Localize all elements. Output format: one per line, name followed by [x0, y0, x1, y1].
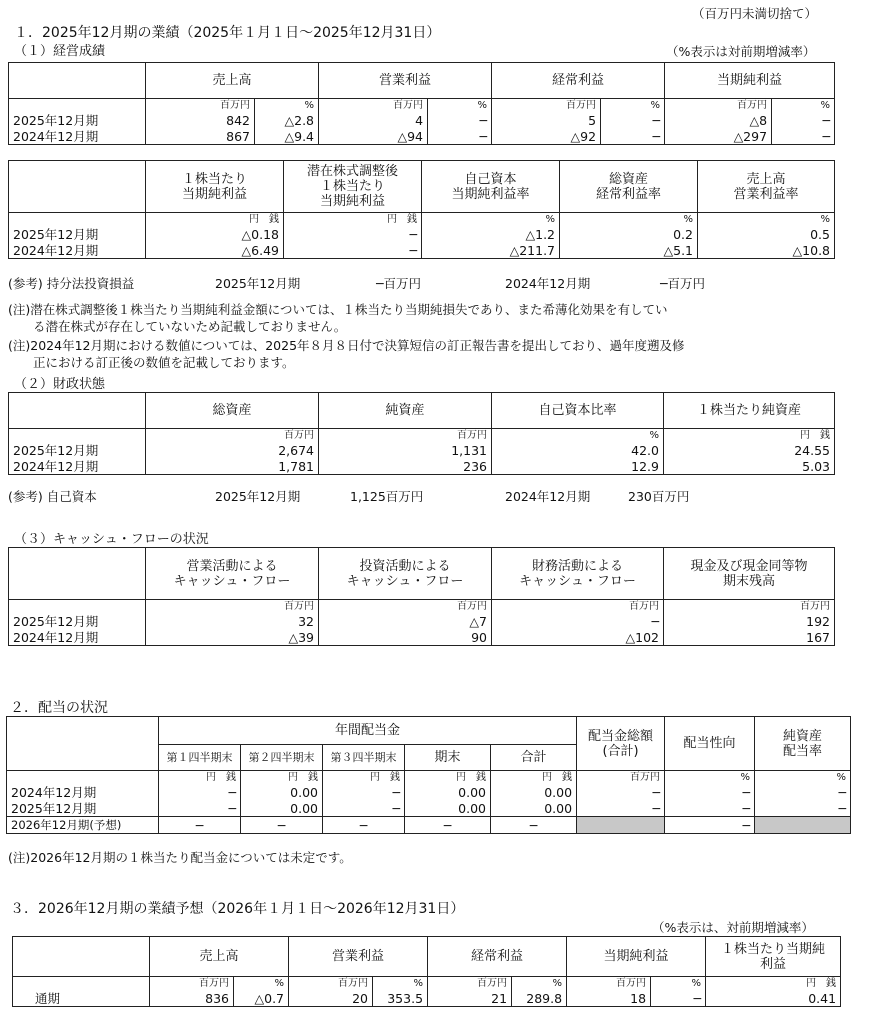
corner-cell [9, 548, 146, 600]
value-cell: ─ [284, 242, 422, 259]
unit-spacer [13, 977, 150, 991]
value-cell: 0.00 [241, 784, 323, 800]
value-cell: ─ [665, 784, 755, 800]
value-cell: 2,674 [146, 442, 319, 458]
shaded-cell [755, 817, 851, 834]
reference-period-2: 2024年12月期 [505, 276, 591, 291]
unit-spacer [9, 99, 146, 113]
financial-position-table [8, 392, 835, 475]
value-cell: ─ [284, 226, 422, 242]
value-cell: 0.41 [706, 990, 841, 1007]
value-cell: 0.00 [241, 800, 323, 817]
header-investing-cf: 投資活動による キャッシュ・フロー [319, 548, 492, 600]
unit-cell: 円 銭 [323, 771, 405, 785]
unit-cell: 百万円 [319, 99, 428, 113]
subsection-2-title: （２）財政状態 [14, 377, 106, 392]
header-ordinary-profit: 経常利益 [428, 937, 567, 977]
header-total: 合計 [491, 745, 577, 771]
reference-equity-method-label: (参考) 持分法投資損益 [8, 276, 135, 291]
table-row [9, 458, 835, 475]
unit-cell: 百万円 [577, 771, 665, 785]
unit-spacer [9, 213, 146, 227]
value-cell: ─ [601, 112, 665, 128]
value-cell: △211.7 [422, 242, 560, 259]
value-cell: ─ [755, 784, 851, 800]
value-cell: ─ [601, 128, 665, 145]
unit-cell: 円 銭 [159, 771, 241, 785]
unit-cell: % [772, 99, 835, 113]
table-row [7, 817, 851, 834]
value-cell: 32 [146, 613, 319, 629]
unit-spacer [7, 771, 159, 785]
value-cell: △10.8 [698, 242, 835, 259]
unit-cell: 百万円 [428, 977, 512, 991]
value-cell: △297 [665, 128, 772, 145]
header-net-profit: 当期純利益 [665, 63, 835, 99]
header-operating-cf: 営業活動による キャッシュ・フロー [146, 548, 319, 600]
value-cell: ─ [772, 112, 835, 128]
unit-cell: 百万円 [567, 977, 651, 991]
header-sales: 売上高 [150, 937, 289, 977]
value-cell: 90 [319, 629, 492, 646]
unit-cell: % [601, 99, 665, 113]
unit-cell: % [492, 429, 664, 443]
value-cell: 867 [146, 128, 255, 145]
value-cell: 842 [146, 112, 255, 128]
value-cell: 5.03 [664, 458, 835, 475]
value-cell: 20 [289, 990, 373, 1007]
corner-cell [9, 393, 146, 429]
table-row [7, 784, 851, 800]
value-cell: 4 [319, 112, 428, 128]
header-payout-ratio: 配当性向 [665, 717, 755, 771]
value-cell: ─ [577, 800, 665, 817]
unit-cell: % [255, 99, 319, 113]
unit-cell: 百万円 [146, 429, 319, 443]
value-cell: 353.5 [373, 990, 428, 1007]
corner-cell [7, 717, 159, 771]
header-annual-dividend: 年間配当金 [159, 717, 577, 745]
reference-value-2: ─百万円 [660, 276, 706, 291]
header-eps: １株当たり 当期純利益 [146, 161, 284, 213]
header-equity-ratio: 自己資本比率 [492, 393, 664, 429]
value-cell: ─ [159, 800, 241, 817]
unit-cell: 円 銭 [405, 771, 491, 785]
per-share-table [8, 160, 835, 259]
table-row [13, 990, 841, 1007]
unit-cell: % [234, 977, 289, 991]
unit-cell: 円 銭 [664, 429, 835, 443]
unit-cell: 円 銭 [284, 213, 422, 227]
dividend-table [6, 716, 851, 834]
value-cell: △94 [319, 128, 428, 145]
value-cell: ─ [323, 784, 405, 800]
value-cell: 0.00 [491, 800, 577, 817]
header-bps: １株当たり純資産 [664, 393, 835, 429]
unit-cell: % [422, 213, 560, 227]
value-cell: ─ [665, 800, 755, 817]
header-financing-cf: 財務活動による キャッシュ・フロー [492, 548, 664, 600]
header-q3: 第３四半期末 [323, 745, 405, 771]
unit-spacer [9, 429, 146, 443]
value-cell: △6.49 [146, 242, 284, 259]
unit-cell: 百万円 [150, 977, 234, 991]
value-cell: △102 [492, 629, 664, 646]
value-cell: 192 [664, 613, 835, 629]
shaded-cell [577, 817, 665, 834]
value-cell: 167 [664, 629, 835, 646]
corner-cell [9, 161, 146, 213]
unit-cell: % [512, 977, 567, 991]
unit-cell: 百万円 [146, 99, 255, 113]
value-cell: ─ [577, 784, 665, 800]
pct-note: （%表示は対前期増減率） [666, 44, 816, 59]
value-cell: ─ [665, 817, 755, 834]
header-year-end: 期末 [405, 745, 491, 771]
value-cell: △1.2 [422, 226, 560, 242]
value-cell: 12.9 [492, 458, 664, 475]
value-cell: 0.5 [698, 226, 835, 242]
value-cell: ─ [428, 112, 492, 128]
reference-period-2: 2024年12月期 [505, 489, 591, 504]
unit-cell: 百万円 [492, 600, 664, 614]
subsection-1-title: （１）経営成績 [14, 44, 106, 59]
unit-cell: 百万円 [319, 600, 492, 614]
row-label: 2024年12月期 [9, 128, 146, 145]
header-operating-margin: 売上高 営業利益率 [698, 161, 835, 213]
value-cell: 18 [567, 990, 651, 1007]
section-1-title: １．2025年12月期の業績（2025年１月１日～2025年12月31日） [14, 25, 441, 41]
header-sales: 売上高 [146, 63, 319, 99]
row-label: 2025年12月期 [7, 800, 159, 817]
note-line: る潜在株式が存在していないため記載しておりません。 [8, 319, 347, 334]
value-cell: ─ [651, 990, 706, 1007]
value-cell: 1,131 [319, 442, 492, 458]
value-cell: △92 [492, 128, 601, 145]
row-label: 2025年12月期 [9, 442, 146, 458]
table-row [9, 613, 835, 629]
header-total-dividend: 配当金総額 (合計) [577, 717, 665, 771]
value-cell: △5.1 [560, 242, 698, 259]
header-net-assets: 純資産 [319, 393, 492, 429]
header-operating-profit: 営業利益 [289, 937, 428, 977]
unit-cell: 百万円 [146, 600, 319, 614]
unit-cell: % [665, 771, 755, 785]
table-row [9, 442, 835, 458]
table-row [9, 128, 835, 145]
value-cell: 0.2 [560, 226, 698, 242]
unit-cell: 百万円 [319, 429, 492, 443]
value-cell: ─ [405, 817, 491, 834]
unit-cell: % [428, 99, 492, 113]
row-label: 2026年12月期(予想) [7, 817, 159, 834]
reference-value-1: 1,125百万円 [350, 489, 424, 504]
value-cell: ─ [755, 800, 851, 817]
row-label: 2025年12月期 [9, 613, 146, 629]
value-cell: 236 [319, 458, 492, 475]
table-row [7, 800, 851, 817]
value-cell: △0.7 [234, 990, 289, 1007]
value-cell: △0.18 [146, 226, 284, 242]
value-cell: 0.00 [405, 800, 491, 817]
unit-note: （百万円未満切捨て） [692, 6, 818, 21]
row-label: 2024年12月期 [7, 784, 159, 800]
value-cell: ─ [492, 613, 664, 629]
corner-cell [9, 63, 146, 99]
value-cell: △7 [319, 613, 492, 629]
value-cell: △39 [146, 629, 319, 646]
subsection-3-title: （３）キャッシュ・フローの状況 [14, 532, 209, 547]
unit-cell: 百万円 [492, 99, 601, 113]
row-label: 2025年12月期 [9, 112, 146, 128]
pct-note-forecast: （%表示は、対前期増減率） [652, 920, 814, 935]
header-q2: 第２四半期末 [241, 745, 323, 771]
unit-cell: 百万円 [665, 99, 772, 113]
reference-period-1: 2025年12月期 [215, 489, 301, 504]
unit-cell: 円 銭 [241, 771, 323, 785]
reference-value-2: 230百万円 [628, 489, 690, 504]
note-line: 正における訂正後の数値を記載しております。 [8, 355, 295, 370]
table-row [9, 112, 835, 128]
table-row [9, 242, 835, 259]
value-cell: △2.8 [255, 112, 319, 128]
note-line: (注)潜在株式調整後１株当たり当期純利益金額については、１株当たり当期純損失であり、また希薄化効果を有してい [8, 302, 668, 317]
value-cell: 24.55 [664, 442, 835, 458]
row-label: 2024年12月期 [9, 629, 146, 646]
unit-cell: 円 銭 [146, 213, 284, 227]
forecast-table [12, 936, 841, 1007]
header-diluted-eps: 潜在株式調整後 １株当たり 当期純利益 [284, 161, 422, 213]
row-label: 通期 [13, 990, 150, 1007]
section-2-title: ２．配当の状況 [10, 700, 108, 716]
value-cell: 1,781 [146, 458, 319, 475]
header-dividend-on-equity: 純資産 配当率 [755, 717, 851, 771]
row-label: 2024年12月期 [9, 458, 146, 475]
unit-cell: % [755, 771, 851, 785]
unit-cell: % [651, 977, 706, 991]
value-cell: 21 [428, 990, 512, 1007]
operating-results-table [8, 62, 835, 145]
value-cell: ─ [772, 128, 835, 145]
value-cell: △9.4 [255, 128, 319, 145]
table-row [9, 226, 835, 242]
value-cell: ─ [159, 784, 241, 800]
unit-cell: 百万円 [664, 600, 835, 614]
unit-cell: % [698, 213, 835, 227]
value-cell: ─ [491, 817, 577, 834]
row-label: 2025年12月期 [9, 226, 146, 242]
value-cell: 0.00 [405, 784, 491, 800]
dividend-note: (注)2026年12月期の１株当たり配当金については未定です。 [8, 850, 352, 865]
reference-equity-label: (参考) 自己資本 [8, 489, 97, 504]
unit-cell: 百万円 [289, 977, 373, 991]
header-q1: 第１四半期末 [159, 745, 241, 771]
value-cell: 289.8 [512, 990, 567, 1007]
corner-cell [13, 937, 150, 977]
value-cell: ─ [428, 128, 492, 145]
header-operating-profit: 営業利益 [319, 63, 492, 99]
header-net-profit: 当期純利益 [567, 937, 706, 977]
value-cell: ─ [323, 817, 405, 834]
unit-cell: 円 銭 [491, 771, 577, 785]
unit-cell: % [560, 213, 698, 227]
header-roe: 自己資本 当期純利益率 [422, 161, 560, 213]
value-cell: 42.0 [492, 442, 664, 458]
row-label: 2024年12月期 [9, 242, 146, 259]
header-eps: １株当たり当期純 利益 [706, 937, 841, 977]
reference-value-1: ─百万円 [376, 276, 422, 291]
header-roa: 総資産 経常利益率 [560, 161, 698, 213]
unit-cell: % [373, 977, 428, 991]
header-ordinary-profit: 経常利益 [492, 63, 665, 99]
value-cell: ─ [241, 817, 323, 834]
table-row [9, 629, 835, 646]
unit-cell: 円 銭 [706, 977, 841, 991]
header-total-assets: 総資産 [146, 393, 319, 429]
value-cell: ─ [159, 817, 241, 834]
note-line: (注)2024年12月期における数値については、2025年８月８日付で決算短信の訂正報告書を提出しており、過年度遡及修 [8, 338, 685, 353]
cash-flow-table [8, 547, 835, 646]
section-3-title: ３．2026年12月期の業績予想（2026年１月１日～2026年12月31日） [10, 901, 465, 917]
value-cell: △8 [665, 112, 772, 128]
reference-period-1: 2025年12月期 [215, 276, 301, 291]
value-cell: 0.00 [491, 784, 577, 800]
value-cell: 836 [150, 990, 234, 1007]
value-cell: ─ [323, 800, 405, 817]
header-cash-balance: 現金及び現金同等物 期末残高 [664, 548, 835, 600]
unit-spacer [9, 600, 146, 614]
value-cell: 5 [492, 112, 601, 128]
